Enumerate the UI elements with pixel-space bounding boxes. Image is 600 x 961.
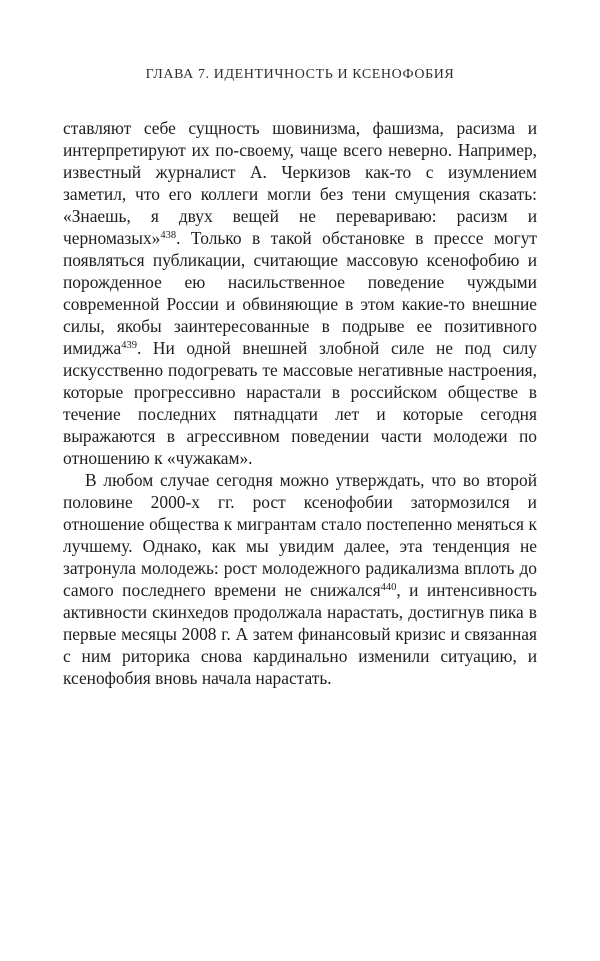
footnote-ref-440: 440 <box>380 582 397 593</box>
paragraph-1-text-1: ставляют себе сущность шовинизма, фашизма, расизма и интерпретируют их по-своему, чаще всего неверно. Например, известный журналист А. Черкизов как-то с изумлением заметил, что его коллеги могли без тени смущения сказать: «Знаешь, я двух вещей не перевариваю: расизм и черномазых» <box>63 118 537 248</box>
paragraph-2-text-2: , и интенсивность активности скинхедов продолжала нарастать, достигнув пика в первые месяцы 2008 г. А затем финансовый кризис и связанная с ним риторика снова кардинально изменили ситуацию, и ксенофобия вновь начала нарастать. <box>63 580 537 688</box>
footnote-ref-439: 439 <box>121 340 137 351</box>
body-text <box>63 117 537 689</box>
chapter-running-head: ГЛАВА 7. ИДЕНТИЧНОСТЬ И КСЕНОФОБИЯ <box>145 67 455 82</box>
footnote-ref-438: 438 <box>160 230 177 241</box>
paragraph-1-text-3: . Ни одной внешней злобной силе не под силу искусственно подогревать те массовые негативные настроения, которые прогрессивно нарастали в российском обществе в течение последних пятнадцати лет и которые сегодня выражаются в агрессивном поведении части молодежи по отношению к «чужакам». <box>63 338 537 468</box>
paragraph-2-text-1: В любом случае сегодня можно утверждать, что во второй половине 2000-х гг. рост ксенофобии затормозился и отношение общества к мигрантам стало постепенно меняться к лучшему. Однако, как мы увидим далее, эта тенденция не затронула молодежь: рост молодежного радикализма вплоть до самого последнего времени не снижался <box>63 470 537 600</box>
paragraph-1 <box>63 117 537 469</box>
paragraph-1-text-2: . Только в такой обстановке в прессе могут появляться публикации, считающие массовую ксенофобию и порожденное ею насильственное поведение чуждыми современной России и обвиняющие в этом какие-то внешние силы, якобы заинтересованные в подрыве ее позитивного имиджа <box>63 228 537 358</box>
paragraph-2 <box>63 469 537 689</box>
